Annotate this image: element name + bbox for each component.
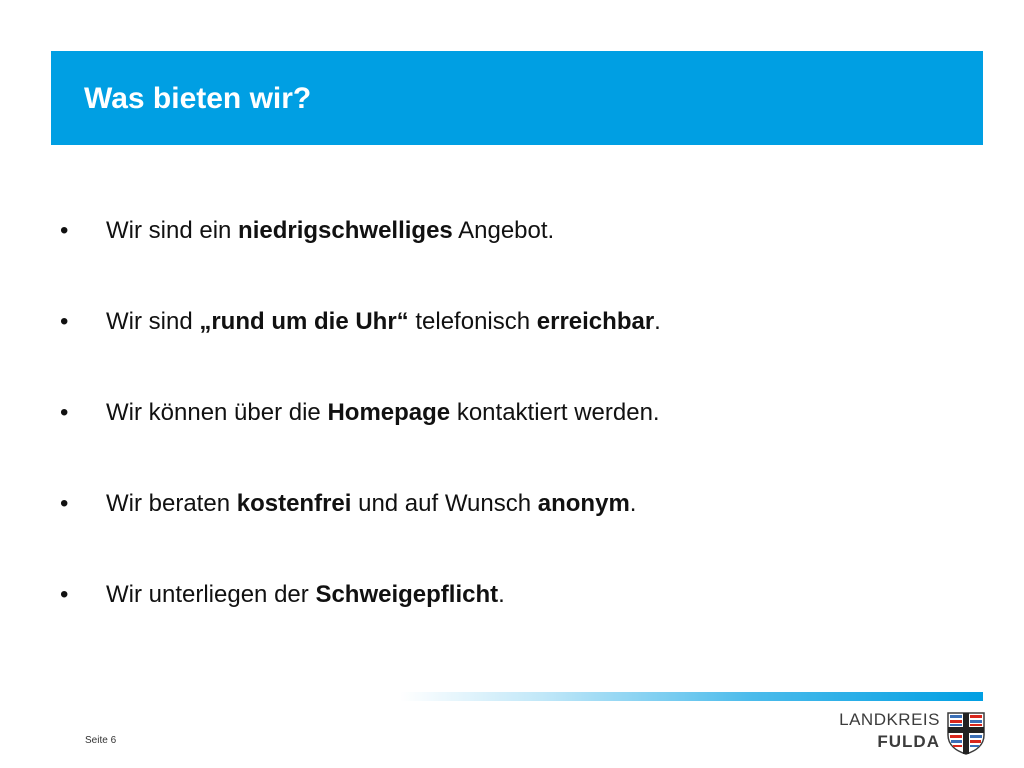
page-number: Seite 6 — [85, 735, 117, 746]
bullet-fragment: Wir sind — [106, 308, 200, 335]
bullet-fragment: Wir können über die — [106, 399, 328, 426]
bullet-fragment: Angebot. — [452, 217, 555, 244]
slide-title: Was bieten wir? — [84, 82, 312, 115]
footer-divider — [400, 692, 983, 701]
bullet-text — [106, 299, 661, 345]
bullet-marker: • — [60, 217, 69, 244]
bullet-fragment: Wir sind ein — [106, 217, 239, 244]
logo-text — [839, 709, 940, 753]
bullet-emphasis: kostenfrei — [236, 490, 352, 517]
landkreis-fulda-logo — [838, 709, 988, 757]
bullet-fragment: kontaktiert werden. — [450, 399, 660, 426]
bullet-marker: • — [60, 399, 69, 426]
logo-line-fulda: FULDA — [877, 732, 940, 751]
title-bar — [51, 51, 983, 145]
bullet-emphasis: „rund um die Uhr“ — [199, 308, 409, 335]
bullet-text — [106, 481, 636, 527]
bullet-emphasis: niedrigschwelliges — [238, 217, 453, 244]
bullet-marker: • — [60, 490, 69, 517]
bullet-text — [106, 208, 554, 254]
bullet-fragment: Wir unterliegen der — [106, 581, 316, 608]
bullet-emphasis: anonym — [537, 490, 630, 517]
logo-line-landkreis: LANDKREIS — [839, 710, 940, 729]
bullet-marker: • — [60, 308, 69, 335]
bullet-fragment: . — [654, 308, 661, 335]
bullet-text — [106, 390, 660, 436]
bullet-fragment: . — [629, 490, 637, 517]
bullet-fragment: Wir beraten — [106, 490, 237, 517]
coat-of-arms-icon — [946, 711, 986, 755]
bullet-emphasis: Homepage — [327, 399, 451, 426]
bullet-text — [106, 572, 505, 618]
bullet-emphasis: erreichbar — [536, 308, 655, 335]
bullet-fragment: . — [498, 581, 505, 608]
bullet-emphasis: Schweigepflicht — [315, 581, 499, 608]
bullet-marker: • — [60, 581, 69, 608]
bullet-fragment: telefonisch — [408, 308, 537, 335]
bullet-fragment: und auf Wunsch — [351, 490, 538, 517]
